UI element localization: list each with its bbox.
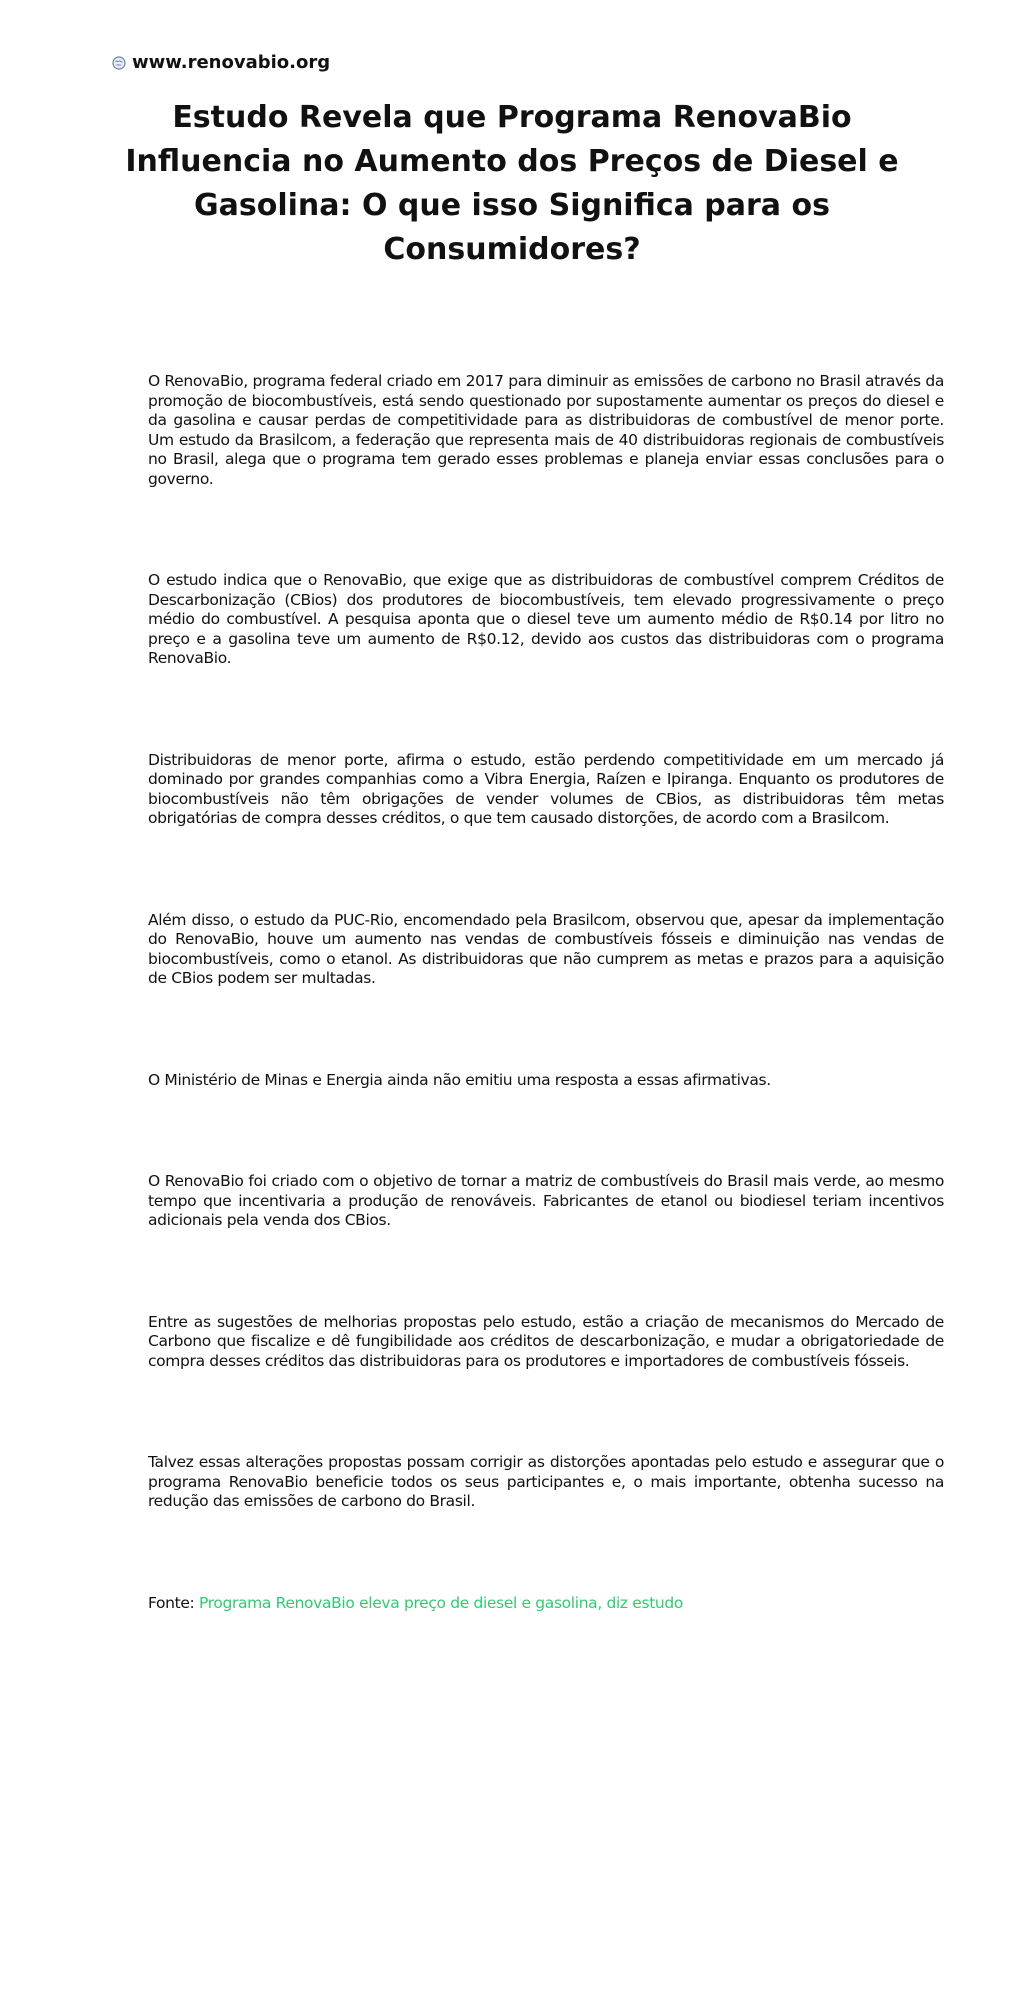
- article-paragraph: Distribuidoras de menor porte, afirma o estudo, estão perdendo competitividade em um mercado já dominado por grandes companhias como a Vibra Energia, Raízen e Ipiranga. Enquanto os produtores de biocombustíveis não têm obrigações de vender volumes de CBios, as distribuidoras têm metas obrigatórias de compra desses créditos, o que tem causado distorções, de acordo com a Brasilcom.: [148, 750, 944, 827]
- article-paragraph: Entre as sugestões de melhorias propostas pelo estudo, estão a criação de mecanismos do Mercado de Carbono que fiscalize e dê fungibilidade aos créditos de descarbonização, e mudar a obrigatoriedade de compra desses créditos das distribuidoras para os produtores e importadores de combustíveis fósseis.: [148, 1312, 944, 1370]
- article-paragraph: O Ministério de Minas e Energia ainda não emitiu uma resposta a essas afirmativas.: [148, 1070, 771, 1089]
- article-paragraph: O estudo indica que o RenovaBio, que exige que as distribuidoras de combustível comprem Créditos de Descarbonização (CBios) dos produtores de biocombustíveis, tem elevado progressivamente o preço médio do combustível. A pesquisa aponta que o diesel teve um aumento médio de R$0.14 por litro no preço e a gasolina teve um aumento de R$0.12, devido aos custos das distribuidoras com o programa RenovaBio.: [148, 571, 944, 667]
- globe-icon: [112, 56, 126, 70]
- article-body: [148, 372, 944, 1613]
- article-paragraph: O RenovaBio foi criado com o objetivo de tornar a matriz de combustíveis do Brasil mais verde, ao mesmo tempo que incentivaria a produção de renováveis. Fabricantes de etanol ou biodiesel teriam incentivos adicionais pela venda dos CBios.: [148, 1172, 944, 1229]
- source-link[interactable]: Programa RenovaBio eleva preço de diesel e gasolina, diz estudo: [198, 1593, 684, 1612]
- article-paragraph: Talvez essas alterações propostas possam corrigir as distorções apontadas pelo estudo e assegurar que o programa RenovaBio beneficie todos os seus participantes e, o mais importante, obtenha sucesso na redução das emissões de carbono do Brasil.: [148, 1453, 944, 1510]
- site-header: [112, 52, 330, 73]
- article-paragraph: Além disso, o estudo da PUC-Rio, encomendado pela Brasilcom, observou que, apesar da implementação do RenovaBio, houve um aumento nas vendas de combustíveis fósseis e diminuição nas vendas de biocombustíveis, como o etanol. As distribuidoras que não cumprem as metas e prazos para a aquisição de CBios podem ser multadas.: [148, 910, 944, 987]
- article-title: Estudo Revela que Programa RenovaBio Influencia no Aumento dos Preços de Diesel e Gasolina: O que isso Significa para os Consumidores?: [125, 100, 899, 267]
- source-label: Fonte:: [148, 1593, 199, 1612]
- site-name: www.renovabio.org: [132, 52, 331, 73]
- source-line: [148, 1594, 944, 1614]
- article-paragraph: O RenovaBio, programa federal criado em 2017 para diminuir as emissões de carbono no Brasil através da promoção de biocombustíveis, está sendo questionado por supostamente aumentar os preços do diesel e da gasolina e causar perdas de competitividade para as distribuidoras de combustível de menor porte. Um estudo da Brasilcom, a federação que representa mais de 40 distribuidoras regionais de combustíveis no Brasil, alega que o programa tem gerado esses problemas e planeja enviar essas conclusões para o governo.: [148, 372, 944, 488]
